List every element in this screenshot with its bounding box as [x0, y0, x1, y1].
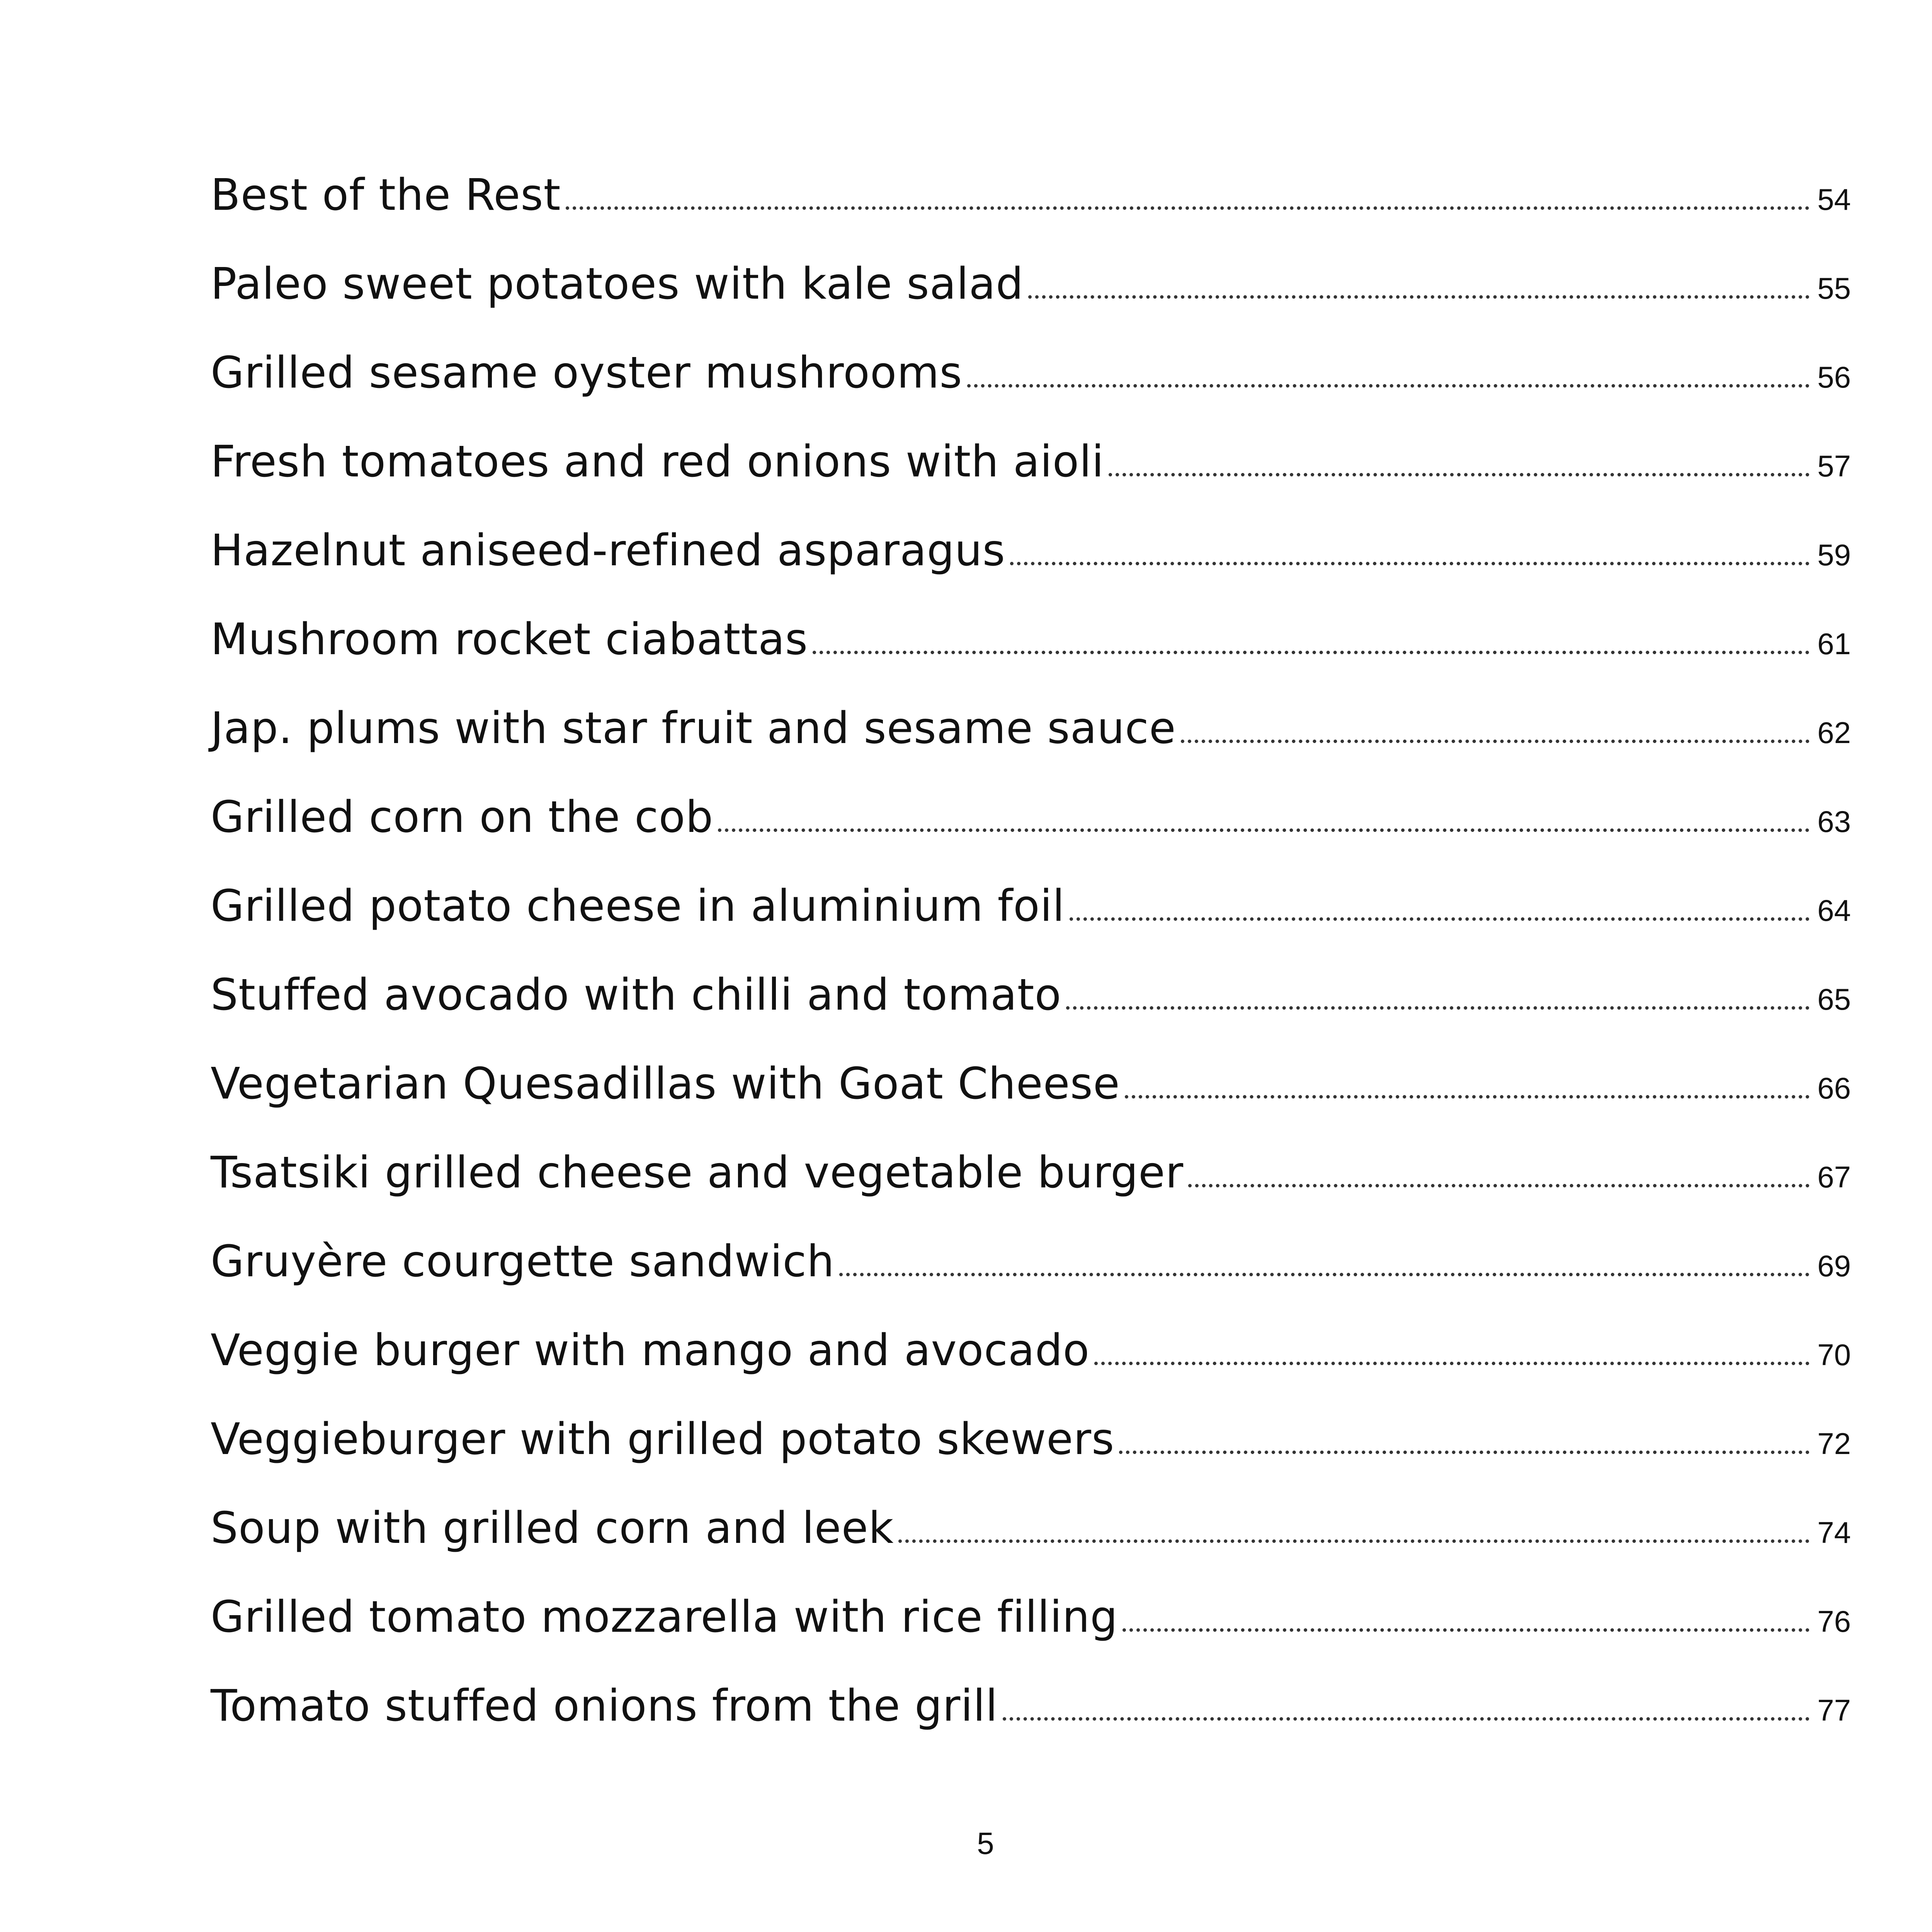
toc-entry-page: 64: [1817, 893, 1851, 927]
toc-dot-leader: [1066, 1006, 1810, 1010]
toc-entry-page: 70: [1817, 1338, 1851, 1372]
toc-dot-leader: [1188, 1184, 1810, 1187]
toc-entry-title: Grilled tomato mozzarella with rice filling: [211, 1592, 1118, 1642]
toc-entry-page: 65: [1817, 982, 1851, 1016]
toc-entry-page: 77: [1817, 1693, 1851, 1727]
toc-dot-leader: [813, 651, 1810, 654]
toc-entry[interactable]: [211, 614, 1851, 703]
toc-entry-page: 61: [1817, 627, 1851, 661]
toc-entry-title: Veggieburger with grilled potato skewers: [211, 1414, 1115, 1464]
toc-entry-title: Soup with grilled corn and leek: [211, 1503, 894, 1553]
toc-entry[interactable]: [211, 1059, 1851, 1148]
toc-entry-title: Tsatsiki grilled cheese and vegetable burger: [211, 1148, 1184, 1198]
toc-dot-leader: [1028, 295, 1810, 299]
toc-entry-page: 69: [1817, 1249, 1851, 1283]
toc-entry[interactable]: [211, 1148, 1851, 1236]
toc-entry-title: Vegetarian Quesadillas with Goat Cheese: [211, 1059, 1120, 1109]
toc-entry[interactable]: [211, 703, 1851, 792]
toc-dot-leader: [839, 1273, 1810, 1276]
toc-entry[interactable]: [211, 881, 1851, 970]
toc-entry-page: 57: [1817, 449, 1851, 483]
toc-entry-title: Gruyère courgette sandwich: [211, 1236, 835, 1287]
toc-entry-page: 76: [1817, 1604, 1851, 1638]
toc-entry-title: Veggie burger with mango and avocado: [211, 1325, 1090, 1376]
toc-entry[interactable]: [211, 1236, 1851, 1325]
toc-dot-leader: [1181, 740, 1810, 743]
toc-entry-page: 66: [1817, 1071, 1851, 1105]
toc-entry-title: Mushroom rocket ciabattas: [211, 614, 808, 665]
toc-dot-leader: [1109, 473, 1810, 476]
toc-entry[interactable]: [211, 1681, 1851, 1770]
toc-entry[interactable]: [211, 170, 1851, 259]
toc-dot-leader: [1003, 1717, 1810, 1721]
toc-dot-leader: [1070, 917, 1810, 921]
toc-entry-page: 56: [1817, 360, 1851, 394]
toc-dot-leader: [898, 1539, 1810, 1543]
toc-entry[interactable]: [211, 1592, 1851, 1681]
toc-entry-page: 72: [1817, 1427, 1851, 1461]
toc-entry-page: 74: [1817, 1515, 1851, 1549]
toc-dot-leader: [967, 384, 1810, 388]
toc-entry-title: Hazelnut aniseed-refined asparagus: [211, 526, 1005, 576]
toc-entry-page: 59: [1817, 538, 1851, 572]
toc-entry-title: Grilled corn on the cob: [211, 792, 714, 842]
toc-entry-title: Grilled sesame oyster mushrooms: [211, 348, 963, 398]
toc-entry[interactable]: [211, 792, 1851, 881]
toc-entry[interactable]: [211, 526, 1851, 614]
toc-entry-page: 62: [1817, 716, 1851, 750]
table-of-contents: [211, 170, 1851, 1770]
toc-entry-page: 54: [1817, 182, 1851, 216]
toc-entry-title: Fresh tomatoes and red onions with aioli: [211, 437, 1104, 487]
toc-entry[interactable]: [211, 970, 1851, 1059]
toc-dot-leader: [1010, 562, 1810, 565]
toc-entry-title: Best of the Rest: [211, 170, 561, 220]
toc-dot-leader: [566, 206, 1810, 210]
toc-entry-title: Jap. plums with star fruit and sesame sauce: [211, 703, 1176, 753]
toc-entry[interactable]: [211, 1414, 1851, 1503]
toc-entry-title: Stuffed avocado with chilli and tomato: [211, 970, 1062, 1020]
toc-entry-page: 55: [1817, 271, 1851, 305]
toc-dot-leader: [718, 828, 1810, 832]
toc-entry[interactable]: [211, 1325, 1851, 1414]
page-number: 5: [977, 1826, 994, 1861]
toc-entry-page: 67: [1817, 1160, 1851, 1194]
toc-dot-leader: [1125, 1095, 1810, 1099]
toc-entry[interactable]: [211, 348, 1851, 437]
toc-entry-title: Grilled potato cheese in aluminium foil: [211, 881, 1065, 931]
toc-entry[interactable]: [211, 437, 1851, 526]
toc-dot-leader: [1094, 1362, 1810, 1365]
toc-dot-leader: [1122, 1628, 1810, 1632]
toc-entry-title: Tomato stuffed onions from the grill: [211, 1681, 998, 1731]
toc-entry-title: Paleo sweet potatoes with kale salad: [211, 259, 1024, 309]
toc-entry[interactable]: [211, 259, 1851, 348]
toc-entry[interactable]: [211, 1503, 1851, 1592]
toc-entry-page: 63: [1817, 804, 1851, 838]
toc-dot-leader: [1119, 1451, 1810, 1454]
